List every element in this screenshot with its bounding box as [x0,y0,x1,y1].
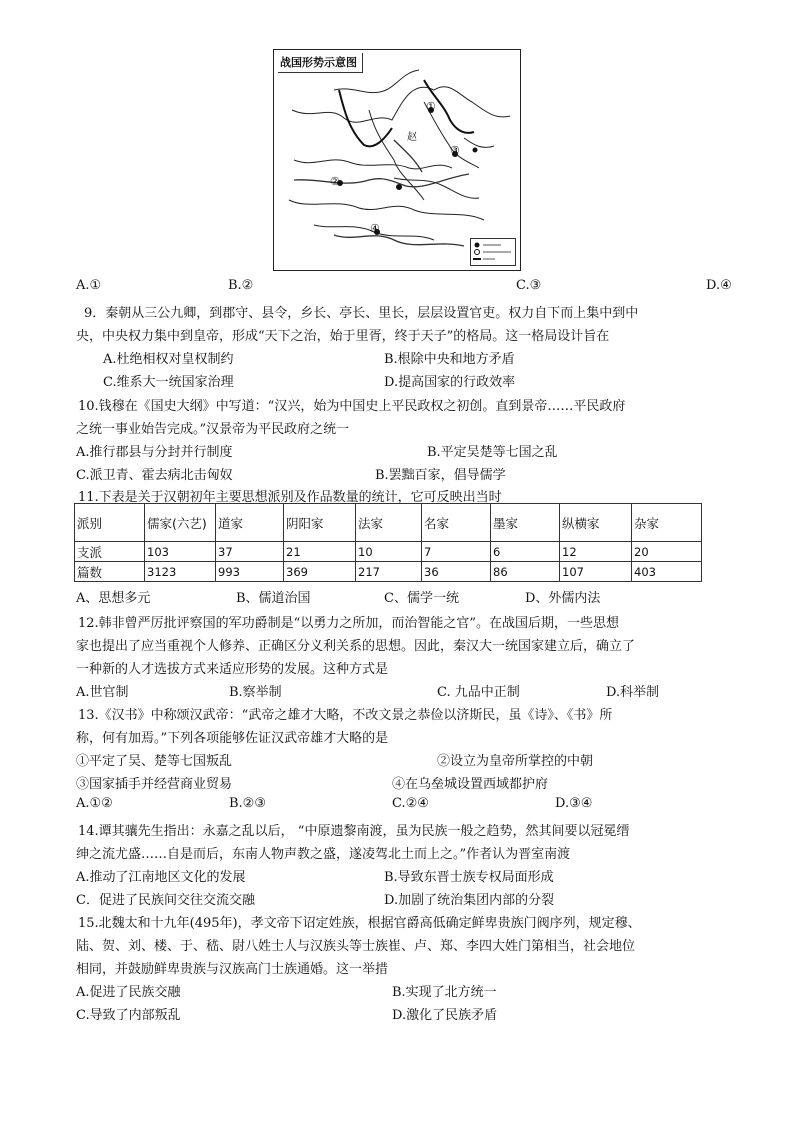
table-cell: 10 [356,542,422,562]
q12-stem-line2: 家也提出了应当重视个人修养、正确区分义利关系的思想。因此，秦汉大一统国家建立后，确立了 [76,639,636,654]
table-cell: 篇数 [75,562,145,582]
q11-option-d[interactable]: D、外儒内法 [525,591,601,606]
q11-option-c[interactable]: C、儒学一统 [384,591,459,606]
warring-states-map [273,49,521,271]
table-cell: 217 [356,562,422,582]
q13-item-2: ②设立为皇帝所掌控的中朝 [437,754,594,769]
q15-option-d[interactable]: D.激化了民族矛盾 [392,1008,498,1023]
table-cell: 107 [560,562,632,582]
table-cell: 993 [216,562,284,582]
map-legend [470,238,516,266]
q13-stem-line2: 称，何有加焉。”下列各项能够佐证汉武帝雄才大略的是 [76,731,389,746]
q8-option-d[interactable]: D.④ [706,278,732,293]
q8-option-c[interactable]: C.③ [516,278,542,293]
map-title: 战国形势示意图 [278,53,363,73]
q13-item-4: ④在乌垒城设置西域都护府 [392,777,549,792]
map-marker-3: ③ [450,144,460,157]
table-header-cell: 儒家(六艺) [145,504,216,542]
q8-option-a[interactable]: A.① [76,278,102,293]
table-cell: 403 [632,562,702,582]
q12-stem-line3: 一种新的人才选拔方式来适应形势的发展。这种方式是 [76,662,389,677]
table-header-cell: 墨家 [491,504,560,542]
q12-stem-line1: 12.韩非曾严厉批评察国的军功爵制是“以勇力之所加，而治智能之官”。在战国后期，一些思想 [78,616,619,631]
table-cell: 20 [632,542,702,562]
q10-option-c[interactable]: C.派卫青、霍去病北击匈奴 [76,468,233,483]
q15-option-c[interactable]: C.导致了内部叛乱 [76,1008,181,1023]
q10-option-b[interactable]: B.平定吴楚等七国之乱 [427,445,558,460]
table-header-row [75,504,702,542]
table-header-cell: 纵横家 [560,504,632,542]
q15-stem-line3: 相同，并鼓励鲜卑贵族与汉族高门士族通婚。这一举措 [76,962,389,977]
q15-stem-line1: 15.北魏太和十九年(495年)，孝文帝下诏定姓族，根据官爵高低确定鲜卑贵族门阀序列，规定穆、 [78,916,641,931]
q13-option-c[interactable]: C.②④ [392,796,429,811]
table-cell: 6 [491,542,560,562]
table-cell: 103 [145,542,216,562]
map-label-zhao: 赵 [407,132,417,143]
table-header-cell: 法家 [356,504,422,542]
q9-stem-line2: 央，中央权力集中到皇帝，形成“天下之治，始于里胥，终于天子”的格局。这一格局设计旨在 [76,329,610,344]
table-cell: 7 [422,542,491,562]
table-header-cell: 名家 [422,504,491,542]
q9-option-b[interactable]: B.根除中央和地方矛盾 [384,352,515,367]
table-cell: 36 [422,562,491,582]
q12-option-d[interactable]: D.科举制 [606,685,660,700]
q14-option-a[interactable]: A.推动了江南地区文化的发展 [76,870,246,885]
q8-option-b[interactable]: B.② [228,278,254,293]
table-cell: 37 [216,542,284,562]
q14-stem-line1: 14.谭其骧先生指出：永嘉之乱以后， “中原遗黎南渡，虽为民族一般之趋势，然其间要以冠冕缙 [78,824,630,839]
q9-option-c[interactable]: C.维系大一统国家治理 [103,375,234,390]
table-cell: 86 [491,562,560,582]
table-cell: 支派 [75,542,145,562]
q12-option-a[interactable]: A.世官制 [76,685,129,700]
q13-option-d[interactable]: D.③④ [555,796,593,811]
q14-option-c[interactable]: C．促进了民族间交往交流交融 [76,893,255,908]
table-cell: 369 [284,562,356,582]
q13-stem-line1: 13.《汉书》中称颂汉武帝：“武帝之雄才大略，不改文景之恭俭以济斯民，虽《诗》、《书》所 [78,708,613,723]
q15-option-b[interactable]: B.实现了北方统一 [392,985,497,1000]
table-cell: 12 [560,542,632,562]
q9-stem-line1: 9．秦朝从三公九卿，到郡守、县令，乡长、亭长、里长，层层设置官吏。权力自下而上集中到中 [84,306,639,321]
q14-option-d[interactable]: D.加剧了统治集团内部的分裂 [384,893,555,908]
q11-stem: 11.下表是关于汉朝初年主要思想派别及作品数量的统计，它可反映出当时 [78,490,502,505]
q12-option-c[interactable]: C. 九品中正制 [437,685,520,700]
q13-item-1: ①平定了吴、楚等七国叛乱 [76,754,233,769]
q9-option-d[interactable]: D.提高国家的行政效率 [384,375,516,390]
q14-stem-line2: 绅之流尤盛……自是而后，东南人物声教之盛，遂凌驾北土而上之。”作者认为晋室南渡 [76,847,571,862]
table-row [75,542,702,562]
legend-symbols [471,239,515,265]
q10-stem-line2: 之统一事业始告完成。”汉景帝为平民政府之统一 [76,422,350,437]
q10-stem-line1: 10.钱穆在《国史大纲》中写道：“汉兴，始为中国史上平民政权之初创。直到景帝……平民政府 [78,399,626,414]
q11-option-a[interactable]: A、思想多元 [76,591,151,606]
q14-option-b[interactable]: B.导致东晋士族专权局面形成 [384,870,554,885]
q10-option-a[interactable]: A.推行郡县与分封并行制度 [76,445,233,460]
table-header-cell: 派别 [75,504,145,542]
map-marker-4: ④ [370,222,380,235]
table-header-cell: 杂家 [632,504,702,542]
school-statistics-table [74,503,702,582]
q9-option-a[interactable]: A.杜绝相权对皇权制约 [103,352,234,367]
q13-option-b[interactable]: B.②③ [229,796,266,811]
table-header-cell: 阴阳家 [284,504,356,542]
map-marker-2: ② [330,175,340,188]
table-row [75,562,702,582]
table-cell: 3123 [145,562,216,582]
table-cell: 21 [284,542,356,562]
q13-item-3: ③国家插手并经营商业贸易 [76,777,233,792]
q13-option-a[interactable]: A.①② [76,796,113,811]
q11-option-b[interactable]: B、儒道治国 [236,591,311,606]
q12-option-b[interactable]: B.察举制 [229,685,282,700]
map-marker-1: ① [426,100,436,113]
q15-option-a[interactable]: A.促进了民族交融 [76,985,181,1000]
q15-stem-line2: 陆、贺、刘、楼、于、嵇、尉八姓士人与汉族头等士族崔、卢、郑、李四大姓门第相当，社会地位 [76,939,636,954]
table-header-cell: 道家 [216,504,284,542]
q10-option-d[interactable]: B.罢黜百家，倡导儒学 [375,468,506,483]
